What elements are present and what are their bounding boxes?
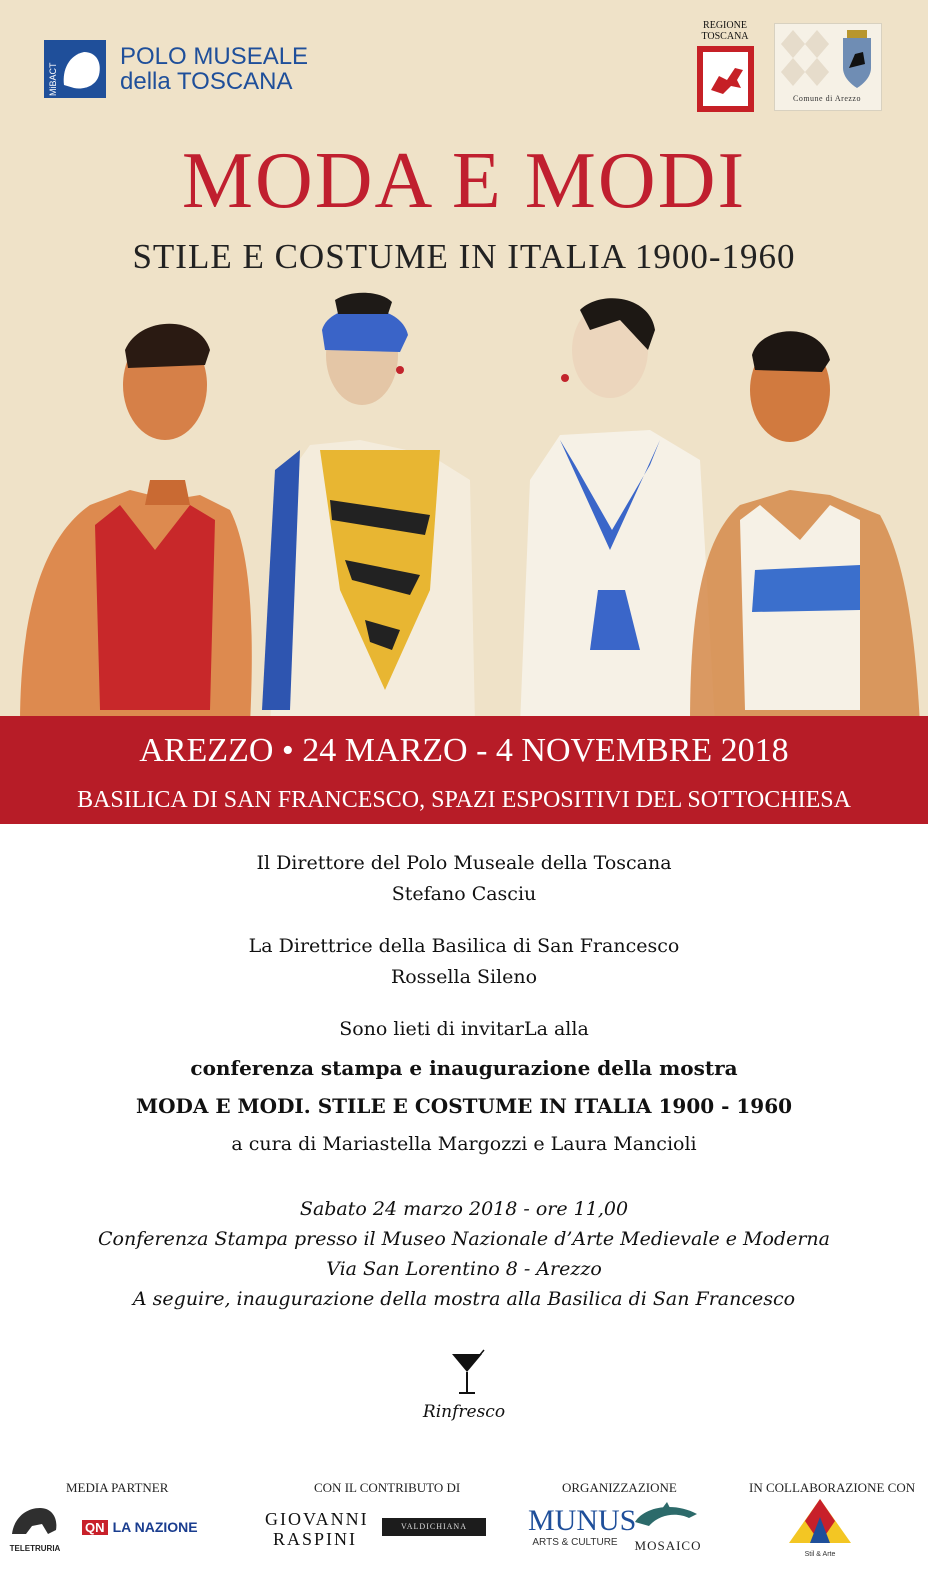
figure-woman-yellow-scarf [262, 293, 475, 725]
dolphin-icon [631, 1500, 705, 1534]
polo-name-line1: POLO MUSEALE [120, 43, 309, 70]
exhibition-dates: AREZZO • 24 MARZO - 4 NOVEMBRE 2018 [139, 732, 789, 769]
poster-subtitle: STILE E COSTUME IN ITALIA 1900-1960 [132, 237, 796, 276]
regione-toscana-logo [697, 46, 754, 112]
exhibition-venue: BASILICA DI SAN FRANCESCO, SPAZI ESPOSITIVI DEL SOTTOCHIESA [77, 787, 851, 813]
directress-role: La Direttrice della Basilica di San Francesco [248, 935, 680, 957]
media-partner-label: MEDIA PARTNER [66, 1480, 169, 1495]
svg-text:MiBACT: MiBACT [48, 62, 58, 96]
contributor-label: CON IL CONTRIBUTO DI [314, 1480, 461, 1495]
poster-title: MODA E MODI [181, 137, 747, 225]
giovanni-raspini-logo: GIOVANNI RASPINI [265, 1509, 369, 1549]
event-date-time: Sabato 24 marzo 2018 - ore 11,00 [299, 1198, 629, 1220]
figure-man-white-tank [690, 331, 920, 725]
event-address: Via San Lorentino 8 - Arezzo [326, 1258, 602, 1280]
refreshment-label: Rinfresco [422, 1402, 506, 1422]
event-venue: Conferenza Stampa presso il Museo Nazionale d’Arte Medievale e Moderna [98, 1228, 830, 1250]
stile-arte-logo: Stil & Arte [785, 1497, 855, 1557]
triangle-logo-icon [785, 1497, 855, 1547]
hero-poster [0, 0, 928, 725]
director-role: Il Direttore del Polo Museale della Toscana [256, 852, 672, 874]
chimera-icon [8, 1500, 62, 1540]
lion-icon [44, 40, 106, 98]
comune-arezzo-label: Comune di Arezzo [793, 94, 861, 103]
polo-name-line2: della TOSCANA [120, 68, 293, 95]
pegasus-icon [697, 46, 754, 112]
invite-line: Sono lieti di invitarLa alla [339, 1018, 589, 1040]
figure-man-red-tank [20, 324, 252, 725]
teletruria-logo: TELETRURIA [8, 1500, 62, 1552]
organization-label: ORGANIZZAZIONE [562, 1480, 677, 1495]
event-type: conferenza stampa e inaugurazione della mostra [190, 1056, 738, 1080]
figure-woman-white-dress [520, 298, 715, 725]
collaboration-label: IN COLLABORAZIONE CON [749, 1480, 916, 1495]
exhibition-name: MODA E MODI. STILE E COSTUME IN ITALIA 1900 - 1960 [135, 1094, 793, 1118]
mosaico-logo: MOSAICO [628, 1500, 708, 1554]
valdichiana-logo: VALDICHIANA [382, 1518, 486, 1536]
munus-logo: MUNUS ARTS & CULTURE [528, 1504, 637, 1548]
coat-of-arms-icon [775, 24, 881, 94]
curators: a cura di Mariastella Margozzi e Laura Mancioli [231, 1133, 697, 1155]
polo-museale-logo [44, 40, 106, 98]
fashion-illustration [0, 290, 928, 725]
cocktail-glass-icon [448, 1348, 488, 1396]
directress-name: Rossella Sileno [390, 966, 538, 988]
polo-museale-name [120, 44, 308, 94]
regione-toscana-label: REGIONE TOSCANA [701, 20, 749, 42]
director-name: Stefano Casciu [391, 883, 537, 905]
la-nazione-logo: QN LA NAZIONE [82, 1517, 232, 1537]
event-followup: A seguire, inaugurazione della mostra alla Basilica di San Francesco [132, 1288, 796, 1310]
